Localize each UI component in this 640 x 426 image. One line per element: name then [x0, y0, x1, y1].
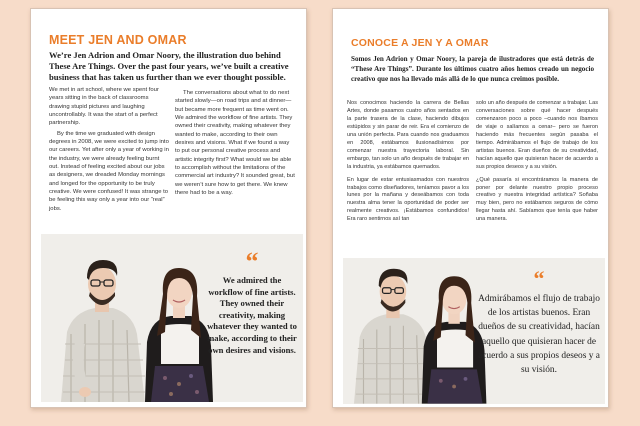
body-paragraph: By the time we graduated with design degrees in 2008, we were excited to jump into our careers. Yet after only a year of working in the industry, we were already feeling burnt out. Instead of feeling excited about our jobs as designers, we dreaded Monday mornings and longed for the opportunity to be truly creative. We were confused! It was strange to be feeling this way only a year into our “real” jobs.	[49, 130, 169, 212]
body-paragraph: ¿Qué pasaría si encontráramos la manera de poner por delante nuestro propio proceso creativo y nuestra integridad artística? Soñaba muy bien, pero no estábamos seguros de cómo llegar hasta ahí. Sabíamos que tenía que haber una manera.	[476, 176, 598, 223]
body-paragraph: The conversations about what to do next started slowly—on road trips and at dinner—but became more frequent as time went on. We admired the workflow of fine artists. They owned their creativity, making whatever they wanted to make, according to their own desires and visions. What if we found a way to put our personal creative process and artistic integrity first? What would we be able to accomplish without the limitations of the commercial art industry? It sounded great, but we weren’t sure how to get there. We knew there had to be a way.	[175, 90, 295, 197]
intro-paragraph: Somos Jen Adrion y Omar Noory, la pareja de ilustradores que está detrás de “These Are Things”. Durante los últimos cuatro años hemos creado un negocio creativo que nos ha llevado más allá de lo que nunca creimos posible.	[351, 55, 594, 83]
duo-photo	[343, 258, 605, 404]
english-page	[30, 8, 307, 408]
body-column-2	[175, 89, 295, 199]
pull-quote-text: Admirábamos el flujo de trabajo de los artistas buenos. Eran dueños de su creatividad, hacían aquello que quisieran hacer de acuerdo a sus propios deseos y a su visión.	[478, 294, 600, 376]
body-column-1	[347, 100, 469, 229]
body-paragraph: solo un año después de comenzar a trabajar. Las conversaciones sobre qué hacer después comenzaron poco a poco –cuando nos íbamos de viaje o salíamos a cenar– pero se fueron haciendo más frecuentes según pasaba el tiempo. Admirábamos el flujo de trabajo de los artistas buenos. Eran dueños de su creatividad, hacían aquello que quisieran hacer de acuerdo a sus propios deseos y a su visión.	[476, 100, 598, 170]
pull-quote	[205, 249, 299, 356]
page-heading: MEET JEN AND OMAR	[49, 33, 187, 47]
body-column-1	[49, 86, 169, 215]
duo-photo	[41, 234, 303, 402]
quote-mark-icon: “	[245, 247, 259, 276]
pull-quote-text: We admired the workflow of fine artists. They owned their creativity, making whatever they wanted to make, according to their own desires and visions.	[207, 275, 297, 355]
pull-quote	[475, 268, 603, 377]
intro-paragraph: We’re Jen Adrion and Omar Noory, the illustration duo behind These Are Things. Over the past four years, we’ve built a creative business that has taken us further than we ever thought possible.	[49, 50, 289, 83]
body-paragraph: We met in art school, where we spent four years sitting in the back of classrooms drawing stupid pictures and laughing uncontrollably. It was the start of a perfect partnership.	[49, 87, 159, 127]
body-paragraph: En lugar de estar entusiasmados con nuestros trabajos como diseñadores, teníamos pavor a los lunes por la mañana y deseábamos con toda nuestra alma tener la oportunidad de poder ser realmente creativos. ¡Estábamos confundidos! Era raro sentirnos así tan	[347, 176, 469, 223]
page-heading: CONOCE A JEN Y A OMAR	[351, 37, 489, 49]
quote-mark-icon: “	[533, 266, 545, 291]
spanish-page	[332, 8, 609, 408]
body-column-2	[476, 100, 598, 229]
body-paragraph: Nos conocimos haciendo la carrera de Bellas Artes, donde pasamos cuatro años sentados en la parte trasera de la clase, haciendo dibujos estúpidos y sin parar de reir. Era el comienzo de una unión perfecta. Para cuando nos graduamos en 2008, estábamos ilusionadísimos por comenzar nuestra trayectoria laboral. Sin embargo, tan solo un año después de trabajar en la industria, ya estábamos quemados.	[347, 100, 469, 170]
